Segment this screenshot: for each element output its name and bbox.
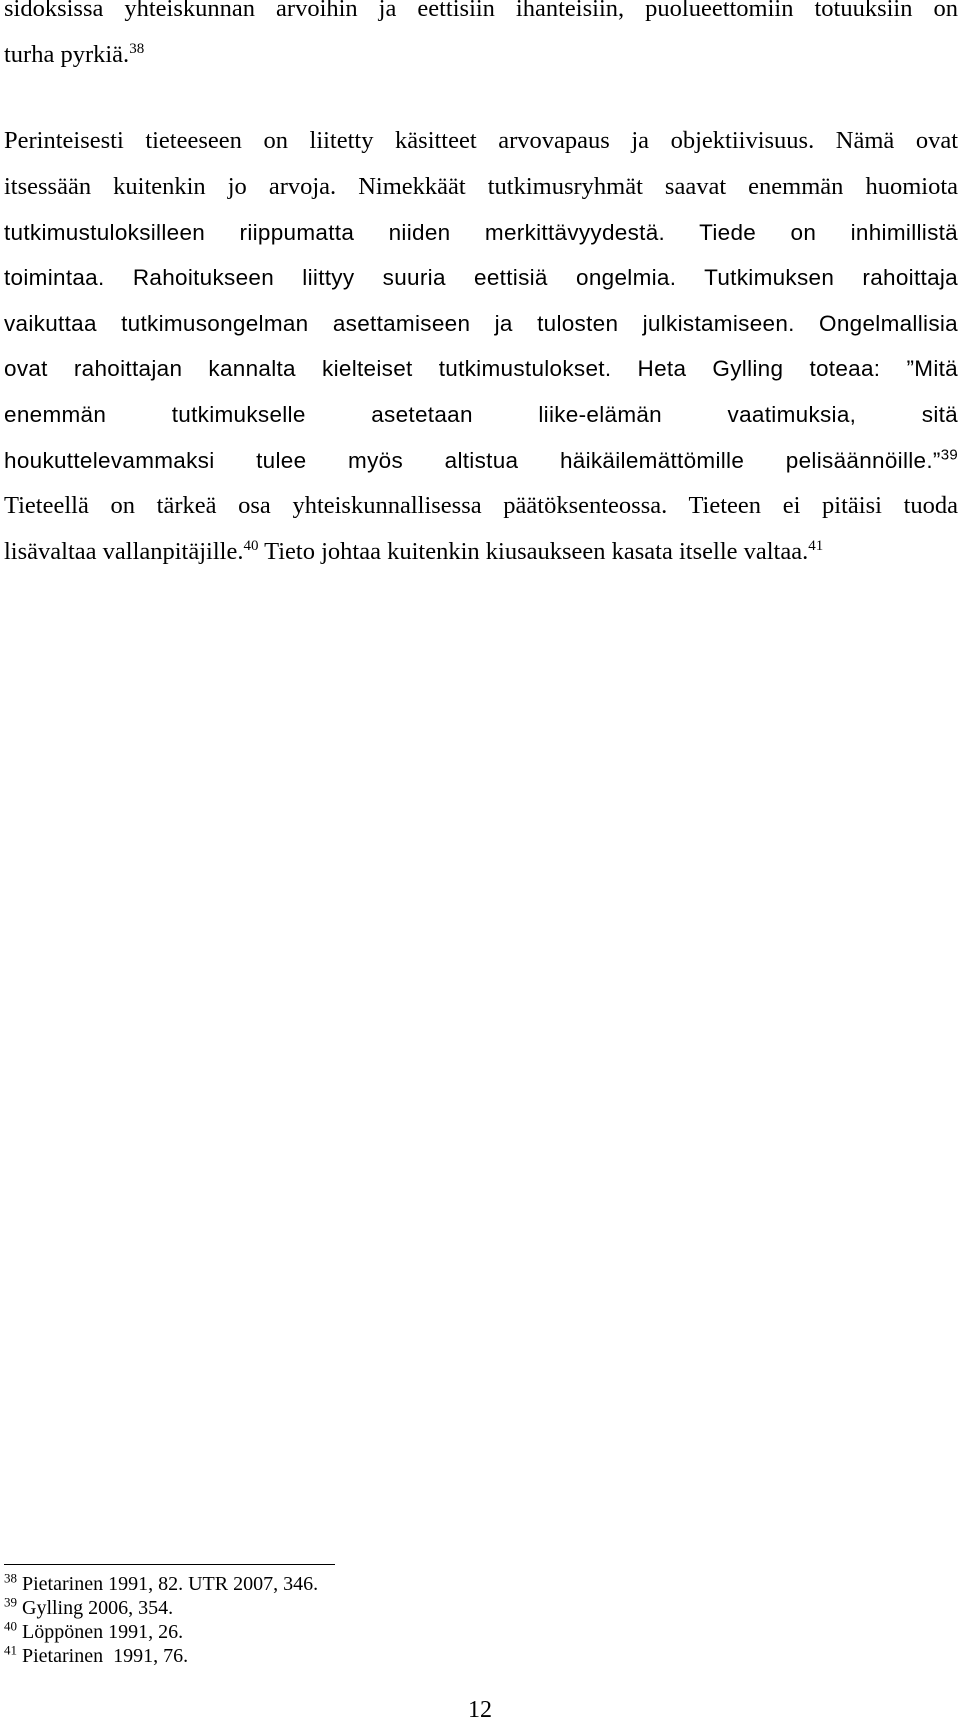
- body-line-7: vaikuttaa tutkimusongelman asettamiseen ja tulosten julkistamiseen. Ongelmallisia: [4, 311, 958, 336]
- footnote-ref-40[interactable]: 40: [243, 537, 259, 554]
- footnote-separator: [4, 1564, 335, 1565]
- footnote-ref-41[interactable]: 41: [808, 537, 824, 554]
- footnote-ref-38[interactable]: 38: [129, 40, 145, 57]
- body-line-2: turha pyrkiä.$^{38}$: [4, 40, 145, 68]
- body-line-11: Tieteellä on tärkeä osa yhteiskunnallisessa päätöksenteossa. Tieteen ei pitäisi tuoda: [4, 492, 958, 519]
- footnote-ref-39[interactable]: 39: [940, 446, 958, 464]
- page-number: 12: [468, 1697, 492, 1723]
- body-line-4: itsessään kuitenkin jo arvoja. Nimekkäät tutkimusryhmät saavat enemmän huomiota: [4, 173, 958, 200]
- body-line-10: houkuttelevammaksi tulee myös altistua häikäilemättömille pelisäännöille.”$^{39}$: [4, 446, 958, 473]
- body-line-9: enemmän tutkimukselle asetetaan liike-elämän vaatimuksia, sitä: [4, 402, 958, 427]
- footnote-41: $^{41}$ Pietarinen 1991, 76.: [4, 1642, 189, 1667]
- footnote-38: $^{38}$ Pietarinen 1991, 82. UTR 2007, 346.: [4, 1570, 319, 1595]
- footnote-39: $^{39}$ Gylling 2006, 354.: [4, 1594, 174, 1619]
- body-line-3: Perinteisesti tieteeseen on liitetty käsitteet arvovapaus ja objektiivisuus. Nämä ovat: [4, 127, 958, 154]
- body-line-6: toimintaa. Rahoitukseen liittyy suuria eettisiä ongelmia. Tutkimuksen rahoittaja: [4, 265, 958, 290]
- body-line-12: lisävaltaa vallanpitäjille.$^{40}$ Tieto johtaa kuitenkin kiusaukseen kasata itselle valtaa.$^{41}$: [4, 537, 824, 565]
- body-line-8: ovat rahoittajan kannalta kielteiset tutkimustulokset. Heta Gylling toteaa: ”Mitä: [4, 356, 958, 381]
- footnote-40: $^{40}$ Löppönen 1991, 26.: [4, 1618, 184, 1643]
- body-line-5: tutkimustuloksilleen riippumatta niiden merkittävyydestä. Tiede on inhimillistä: [4, 220, 958, 245]
- body-line-1: sidoksissa yhteiskunnan arvoihin ja eettisiin ihanteisiin, puolueettomiin totuuksiin on: [4, 0, 958, 22]
